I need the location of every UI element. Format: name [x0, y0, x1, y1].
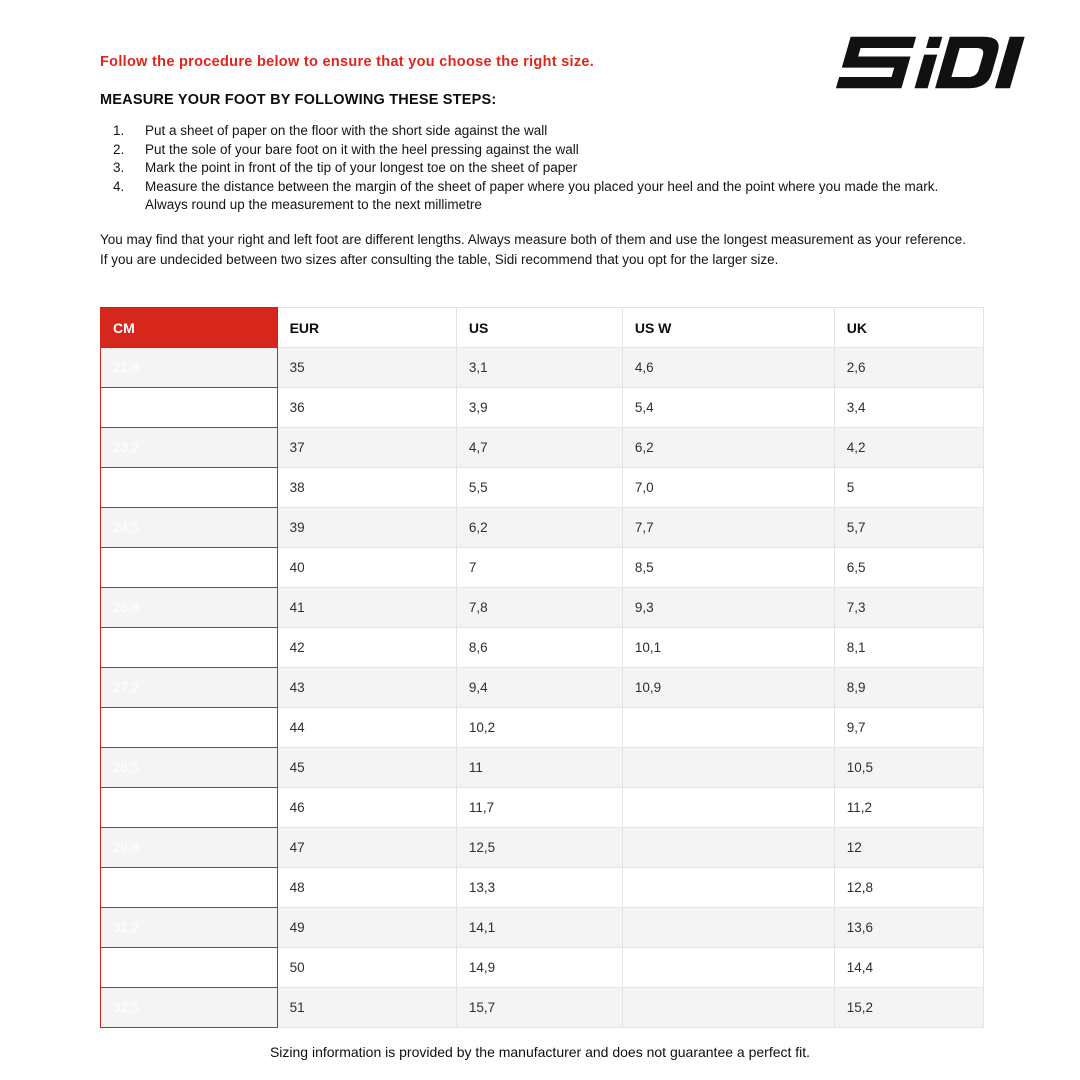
cell: 4,2 [834, 428, 983, 468]
cell: 42 [277, 628, 456, 668]
step-item [100, 141, 962, 160]
size-table [100, 307, 984, 1028]
cell [622, 748, 834, 788]
cell-cm: 22,5 [101, 388, 278, 428]
cell: 14,1 [456, 908, 622, 948]
cell: 38 [277, 468, 456, 508]
cell-cm: 25,8 [101, 588, 278, 628]
cell: 14,9 [456, 948, 622, 988]
step-text: Put a sheet of paper on the floor with the short side against the wall [145, 123, 548, 138]
table-row [101, 508, 984, 548]
cell: 3,4 [834, 388, 983, 428]
cell-cm: 29,8 [101, 828, 278, 868]
table-row [101, 428, 984, 468]
step-number: 1. [113, 123, 125, 138]
cell-cm: 26,5 [101, 628, 278, 668]
cell: 11,2 [834, 788, 983, 828]
cell: 5,5 [456, 468, 622, 508]
column-header-cm: CM [101, 308, 278, 348]
cell-cm: 28,5 [101, 748, 278, 788]
cell-cm: 23,8 [101, 468, 278, 508]
cell: 15,7 [456, 988, 622, 1028]
cell: 10,9 [622, 668, 834, 708]
table-row [101, 948, 984, 988]
step-item [100, 178, 962, 215]
step-number: 2. [113, 141, 125, 157]
sidi-logo [832, 34, 1034, 92]
table-row [101, 548, 984, 588]
table-row [101, 748, 984, 788]
cell: 12 [834, 828, 983, 868]
cell: 45 [277, 748, 456, 788]
table-row [101, 828, 984, 868]
table-row [101, 468, 984, 508]
cell: 7,7 [622, 508, 834, 548]
cell: 8,1 [834, 628, 983, 668]
cell: 13,6 [834, 908, 983, 948]
cell: 47 [277, 828, 456, 868]
cell-cm: 24,5 [101, 508, 278, 548]
cell: 51 [277, 988, 456, 1028]
cell: 9,7 [834, 708, 983, 748]
table-row [101, 388, 984, 428]
cell: 46 [277, 788, 456, 828]
step-number: 4. [113, 178, 125, 194]
measurement-notes [100, 230, 984, 269]
steps-list [100, 122, 962, 215]
table-row [101, 628, 984, 668]
note-line-2: If you are undecided between two sizes after consulting the table, Sidi recommend that you opt for the larger size. [100, 251, 779, 267]
cell: 43 [277, 668, 456, 708]
cell-cm: 23,2 [101, 428, 278, 468]
cell: 5 [834, 468, 983, 508]
cell: 3,9 [456, 388, 622, 428]
table-row [101, 868, 984, 908]
cell: 6,2 [456, 508, 622, 548]
cell-cm: 31,8 [101, 948, 278, 988]
cell: 49 [277, 908, 456, 948]
cell: 14,4 [834, 948, 983, 988]
steps-heading: MEASURE YOUR FOOT BY FOLLOWING THESE STEPS: [100, 92, 497, 108]
cell: 10,2 [456, 708, 622, 748]
cell: 12,8 [834, 868, 983, 908]
column-header-eur: EUR [277, 308, 456, 348]
table-row [101, 588, 984, 628]
cell: 35 [277, 348, 456, 388]
cell: 6,2 [622, 428, 834, 468]
cell: 50 [277, 948, 456, 988]
cell: 15,2 [834, 988, 983, 1028]
cell: 3,1 [456, 348, 622, 388]
cell-cm: 31,2 [101, 908, 278, 948]
note-line-1: You may find that your right and left foot are different lengths. Always measure both of them and use the longest measurement as your reference. [100, 232, 967, 247]
column-header-us: US [456, 308, 622, 348]
cell: 7,8 [456, 588, 622, 628]
table-row [101, 988, 984, 1028]
cell: 44 [277, 708, 456, 748]
cell-cm: 30,5 [101, 868, 278, 908]
cell: 6,5 [834, 548, 983, 588]
step-text: Mark the point in front of the tip of your longest toe on the sheet of paper [145, 160, 578, 175]
cell: 7,0 [622, 468, 834, 508]
step-item [100, 159, 962, 178]
footer-disclaimer: Sizing information is provided by the manufacturer and does not guarantee a perfect fit. [269, 1044, 811, 1060]
cell: 9,4 [456, 668, 622, 708]
cell: 4,6 [622, 348, 834, 388]
column-header-uk: UK [834, 308, 983, 348]
cell [622, 908, 834, 948]
cell: 37 [277, 428, 456, 468]
step-text: Put the sole of your bare foot on it with the heel pressing against the wall [145, 141, 579, 157]
step-item [100, 122, 962, 141]
cell: 36 [277, 388, 456, 428]
cell: 11 [456, 748, 622, 788]
cell: 8,5 [622, 548, 834, 588]
cell [622, 828, 834, 868]
cell-cm: 27,8 [101, 708, 278, 748]
cell: 2,6 [834, 348, 983, 388]
cell: 8,9 [834, 668, 983, 708]
step-text: Measure the distance between the margin of the sheet of paper where you placed your heel and the point where you made the mark. Always round up the measurement to the next millimetre [145, 178, 939, 212]
cell [622, 868, 834, 908]
step-number: 3. [113, 160, 125, 175]
cell: 10,5 [834, 748, 983, 788]
cell-cm: 29,2 [101, 788, 278, 828]
cell: 5,7 [834, 508, 983, 548]
cell: 9,3 [622, 588, 834, 628]
cell-cm: 25,2 [101, 548, 278, 588]
cell: 48 [277, 868, 456, 908]
table-row [101, 908, 984, 948]
cell: 4,7 [456, 428, 622, 468]
cell: 7 [456, 548, 622, 588]
cell [622, 708, 834, 748]
cell: 7,3 [834, 588, 983, 628]
cell: 40 [277, 548, 456, 588]
cell: 10,1 [622, 628, 834, 668]
cell-cm: 21,8 [101, 348, 278, 388]
column-header-us-w: US W [622, 308, 834, 348]
cell-cm: 27,2 [101, 668, 278, 708]
cell: 41 [277, 588, 456, 628]
table-row [101, 348, 984, 388]
table-row [101, 668, 984, 708]
procedure-note: Follow the procedure below to ensure that you choose the right size. [100, 54, 595, 70]
table-row [101, 708, 984, 748]
cell: 5,4 [622, 388, 834, 428]
cell [622, 788, 834, 828]
cell-cm: 32,5 [101, 988, 278, 1028]
cell [622, 948, 834, 988]
cell: 8,6 [456, 628, 622, 668]
cell: 11,7 [456, 788, 622, 828]
cell: 12,5 [456, 828, 622, 868]
size-table-body [101, 348, 984, 1028]
cell: 39 [277, 508, 456, 548]
cell [622, 988, 834, 1028]
cell: 13,3 [456, 868, 622, 908]
sidi-logo-icon [832, 34, 1034, 92]
size-table-header-row [101, 308, 984, 348]
table-row [101, 788, 984, 828]
